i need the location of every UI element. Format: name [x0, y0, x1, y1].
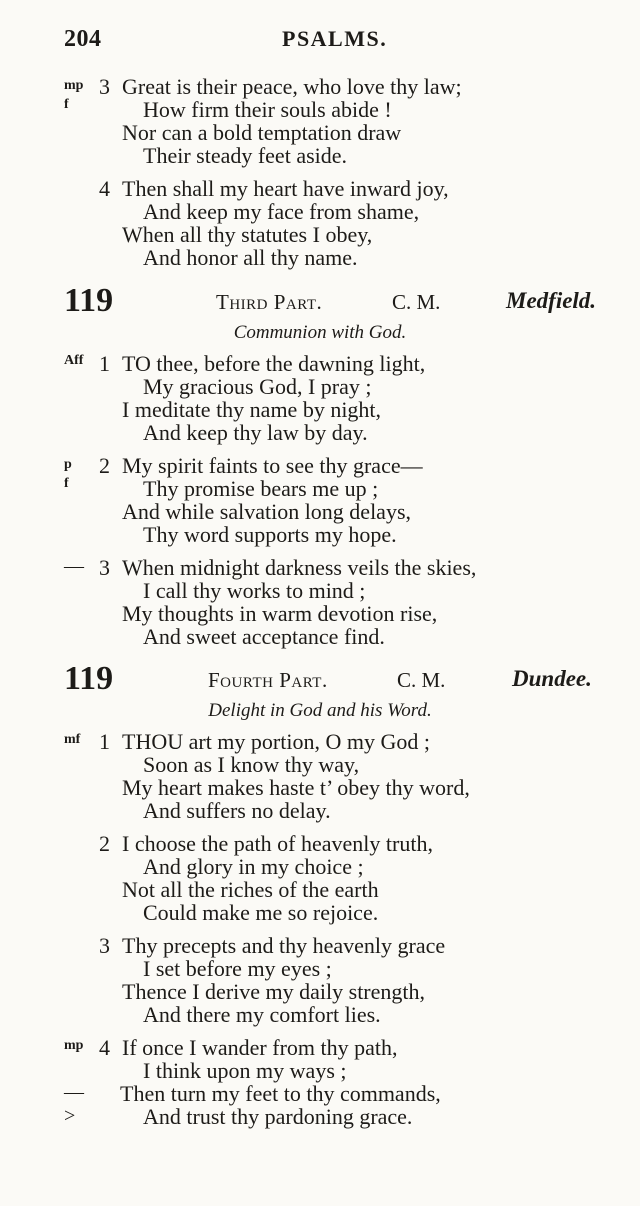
- hymn-subtitle: Communion with God.: [233, 322, 407, 343]
- meter-label: C. M.: [392, 290, 441, 314]
- verse-line: My spirit faints to see thy grace—: [122, 453, 423, 478]
- stanza-line: [0, 97, 640, 121]
- verse-line: I call thy works to mind ;: [143, 578, 366, 603]
- verse-line: My gracious God, I pray ;: [143, 374, 372, 399]
- stanza-line: [0, 397, 640, 421]
- stanza-line: [0, 555, 640, 579]
- dynamic-mark: Aff: [64, 353, 84, 368]
- verse-line: TO thee, before the dawning light,: [122, 351, 426, 376]
- verse-line: And suffers no delay.: [143, 798, 331, 823]
- verse-line: Thy word supports my hope.: [143, 522, 397, 547]
- verse-line: I set before my eyes ;: [143, 956, 332, 981]
- dynamic-mark: f: [64, 476, 69, 491]
- stanza-line: [0, 1035, 640, 1059]
- dynamic-mark: —: [64, 555, 84, 577]
- verse-line: THOU art my portion, O my God ;: [122, 729, 430, 754]
- meter-label: C. M.: [397, 668, 446, 692]
- stanza-line: [0, 1081, 640, 1105]
- verse-number: 4: [99, 1035, 110, 1060]
- stanza-line: [0, 956, 640, 980]
- hymn-subtitle: Delight in God and his Word.: [208, 700, 432, 721]
- stanza-line: [0, 476, 640, 500]
- verse-line: I think upon my ways ;: [143, 1058, 347, 1083]
- verse-number: 3: [99, 74, 110, 99]
- stanza-line: [0, 775, 640, 799]
- stanza-line: [0, 199, 640, 223]
- hymn-heading: [0, 282, 640, 318]
- stanza-line: [0, 877, 640, 901]
- stanza-line: [0, 1002, 640, 1026]
- stanza-line: [0, 143, 640, 167]
- dynamic-mark: f: [64, 97, 69, 112]
- stanza-line: [0, 453, 640, 477]
- stanza-line: [0, 420, 640, 444]
- verse-line: Nor can a bold temptation draw: [122, 120, 402, 145]
- verse-line: Not all the riches of the earth: [122, 877, 379, 902]
- verse-number: 1: [99, 729, 110, 754]
- verse-number: 4: [99, 176, 110, 201]
- verse-line: My heart makes haste t’ obey thy word,: [122, 775, 470, 800]
- verse-number: 1: [99, 351, 110, 376]
- verse-line: When all thy statutes I obey,: [122, 222, 373, 247]
- verse-line: And sweet acceptance find.: [143, 624, 385, 649]
- verse-line: I meditate thy name by night,: [122, 397, 382, 422]
- stanza-line: [0, 522, 640, 546]
- stanza-line: [0, 74, 640, 98]
- stanza-line: [0, 854, 640, 878]
- part-label: Third Part.: [216, 290, 323, 314]
- stanza-line: [0, 120, 640, 144]
- dynamic-mark: >: [64, 1105, 76, 1127]
- tune-name: Dundee.: [512, 666, 592, 691]
- stanza-line: [0, 245, 640, 269]
- stanza-line: [0, 729, 640, 753]
- verse-line: My thoughts in warm devotion rise,: [122, 601, 438, 626]
- part-label: Fourth Part.: [208, 668, 328, 692]
- stanza-line: [0, 752, 640, 776]
- running-head: [0, 26, 640, 56]
- verse-line: And keep thy law by day.: [143, 420, 368, 445]
- verse-line: Great is their peace, who love thy law;: [122, 74, 462, 99]
- verse-line: How firm their souls abide !: [143, 97, 392, 122]
- verse-line: Then turn my feet to thy commands,: [120, 1081, 441, 1106]
- verse-line: Thence I derive my daily strength,: [122, 979, 426, 1004]
- stanza-line: [0, 1058, 640, 1082]
- verse-line: And honor all thy name.: [143, 245, 358, 270]
- hymn-heading: [0, 660, 640, 696]
- verse-line: Thy promise bears me up ;: [143, 476, 379, 501]
- verse-number: 3: [99, 555, 110, 580]
- stanza-line: [0, 1104, 640, 1128]
- verse-line: I choose the path of heavenly truth,: [122, 831, 433, 856]
- verse-line: And glory in my choice ;: [143, 854, 364, 879]
- stanza-line: [0, 578, 640, 602]
- verse-number: 3: [99, 933, 110, 958]
- dynamic-mark: p: [64, 457, 72, 472]
- dynamic-mark: mp: [64, 78, 84, 93]
- verse-line: Could make me so rejoice.: [143, 900, 379, 925]
- verse-number: 2: [99, 453, 110, 478]
- verse-line: Thy precepts and thy heavenly grace: [122, 933, 446, 958]
- stanza-line: [0, 933, 640, 957]
- verse-line: Their steady feet aside.: [143, 143, 348, 168]
- stanza-line: [0, 222, 640, 246]
- stanza-line: [0, 374, 640, 398]
- verse-line: When midnight darkness veils the skies,: [122, 555, 477, 580]
- stanza-line: [0, 176, 640, 200]
- verse-line: And while salvation long delays,: [122, 499, 412, 524]
- verse-line: Then shall my heart have inward joy,: [122, 176, 449, 201]
- stanza-line: [0, 798, 640, 822]
- stanza-line: [0, 601, 640, 625]
- verse-line: And keep my face from shame,: [143, 199, 420, 224]
- stanza-line: [0, 351, 640, 375]
- running-title: PSALMS.: [282, 26, 388, 51]
- dynamic-mark: mf: [64, 732, 81, 747]
- tune-name: Medfield.: [506, 288, 597, 313]
- stanza-line: [0, 979, 640, 1003]
- verse-line: Soon as I know thy way,: [143, 752, 360, 777]
- page-number: 204: [64, 26, 102, 52]
- verse-line: And trust thy pardoning grace.: [143, 1104, 413, 1129]
- verse-line: And there my comfort lies.: [143, 1002, 381, 1027]
- dynamic-mark: —: [64, 1081, 84, 1103]
- verse-number: 2: [99, 831, 110, 856]
- stanza-line: [0, 900, 640, 924]
- hymn-number: 119: [64, 282, 114, 319]
- hymn-number: 119: [64, 660, 114, 697]
- dynamic-mark: mp: [64, 1038, 84, 1053]
- stanza-line: [0, 624, 640, 648]
- stanza-line: [0, 499, 640, 523]
- stanza-line: [0, 831, 640, 855]
- verse-line: If once I wander from thy path,: [122, 1035, 398, 1060]
